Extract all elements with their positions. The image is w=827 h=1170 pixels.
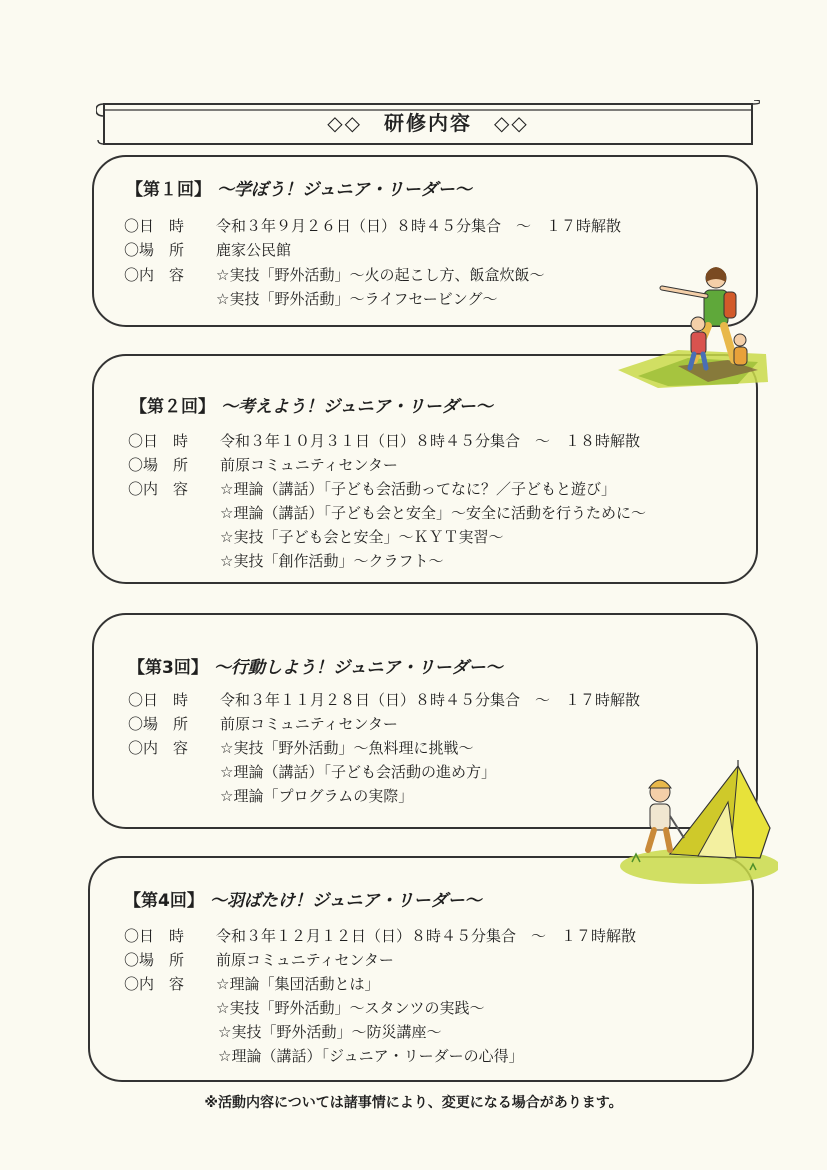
content-item: ☆理論（講話）｢子ども会活動ってなに？／子どもと遊び｣ xyxy=(220,480,609,498)
date-row xyxy=(124,216,621,236)
content-label: 〇内 容 xyxy=(128,480,189,498)
place-label: 〇場 所 xyxy=(124,241,185,259)
session-theme: ～羽ばたけ！ジュニア・リーダー～ xyxy=(209,891,482,911)
session-number: 【第２回】 xyxy=(130,397,215,417)
content-item: ☆理論「集団活動とは」 xyxy=(216,975,380,993)
date-value: 令和３年１２月１２日（日）８時４５分集合 ～ １７時解散 xyxy=(216,927,637,945)
content-item: ☆理論（講話）「子ども会活動の進め方」 xyxy=(220,763,496,781)
date-label: 〇日 時 xyxy=(124,217,185,235)
content-row xyxy=(124,265,544,285)
date-value: 令和３年１０月３１日（日）８時４５分集合 ～ １８時解散 xyxy=(220,432,641,450)
place-value: 鹿家公民館 xyxy=(216,241,292,259)
place-row xyxy=(128,455,398,475)
content-item: ☆理論（講話）｢子ども会と安全」～安全に活動を行うために～ xyxy=(220,504,646,522)
content-item: ☆理論「プログラムの実際」 xyxy=(220,787,414,805)
session-number: 【第3回】 xyxy=(128,658,208,678)
content-row xyxy=(124,974,379,994)
page-title: ◇◇ 研修内容 ◇◇ xyxy=(327,111,529,135)
content-item: ☆実技「野外活動」～スタンツの実践～ xyxy=(216,999,485,1017)
place-row xyxy=(128,714,398,734)
place-row xyxy=(124,240,291,260)
content-item: ☆実技「野外活動」～防災講座～ xyxy=(218,1023,442,1041)
content-item: ☆実技「野外活動」～魚料理に挑戦～ xyxy=(220,739,474,757)
tent-camp-illustration xyxy=(610,758,778,888)
hiking-kids-illustration xyxy=(618,258,768,398)
session-heading xyxy=(124,886,482,911)
content-row xyxy=(128,479,608,499)
date-label: 〇日 時 xyxy=(128,691,189,709)
content-item: ☆理論（講話）「ジュニア・リーダーの心得」 xyxy=(218,1047,524,1065)
session-theme: ～行動しよう！ジュニア・リーダー～ xyxy=(213,658,503,678)
content-item: ☆実技「野外活動」～ライフセービング～ xyxy=(216,290,498,308)
content-label: 〇内 容 xyxy=(128,739,189,757)
content-label: 〇内 容 xyxy=(124,266,185,284)
content-label: 〇内 容 xyxy=(124,975,185,993)
place-row xyxy=(124,950,394,970)
place-value: 前原コミュニティセンター xyxy=(220,456,398,474)
session-number: 【第4回】 xyxy=(124,891,204,911)
footer-note: ※活動内容については諸事情により、変更になる場合があります。 xyxy=(204,1095,623,1111)
hiking-illustration-icon xyxy=(618,258,768,398)
tent-illustration-icon xyxy=(610,758,778,888)
place-label: 〇場 所 xyxy=(124,951,185,969)
content-item: ☆実技「野外活動」～火の起こし方、飯盒炊飯～ xyxy=(216,266,545,284)
session-number: 【第１回】 xyxy=(126,180,211,200)
content-item: ☆実技「子ども会と安全」～ＫＹＴ実習～ xyxy=(220,528,504,546)
place-label: 〇場 所 xyxy=(128,715,189,733)
date-label: 〇日 時 xyxy=(128,432,189,450)
session-theme: ～学ぼう！ジュニア・リーダー～ xyxy=(217,180,472,200)
content-item: ☆実技「創作活動」～クラフト～ xyxy=(220,552,444,570)
session-box-4 xyxy=(88,856,754,1082)
session-heading xyxy=(128,653,503,678)
date-row xyxy=(128,431,640,451)
date-value: 令和３年１１月２８日（日）８時４５分集合 ～ １７時解散 xyxy=(220,691,641,709)
session-heading xyxy=(130,392,493,417)
date-row xyxy=(124,926,636,946)
place-value: 前原コミュニティセンター xyxy=(220,715,398,733)
session-theme: ～考えよう！ジュニア・リーダー～ xyxy=(221,397,493,417)
place-label: 〇場 所 xyxy=(128,456,189,474)
date-value: 令和３年９月２６日（日）８時４５分集合 ～ １７時解散 xyxy=(216,217,622,235)
session-heading xyxy=(126,175,472,200)
date-row xyxy=(128,690,640,710)
date-label: 〇日 時 xyxy=(124,927,185,945)
section-banner xyxy=(96,100,760,146)
place-value: 前原コミュニティセンター xyxy=(216,951,394,969)
content-row xyxy=(128,738,473,758)
